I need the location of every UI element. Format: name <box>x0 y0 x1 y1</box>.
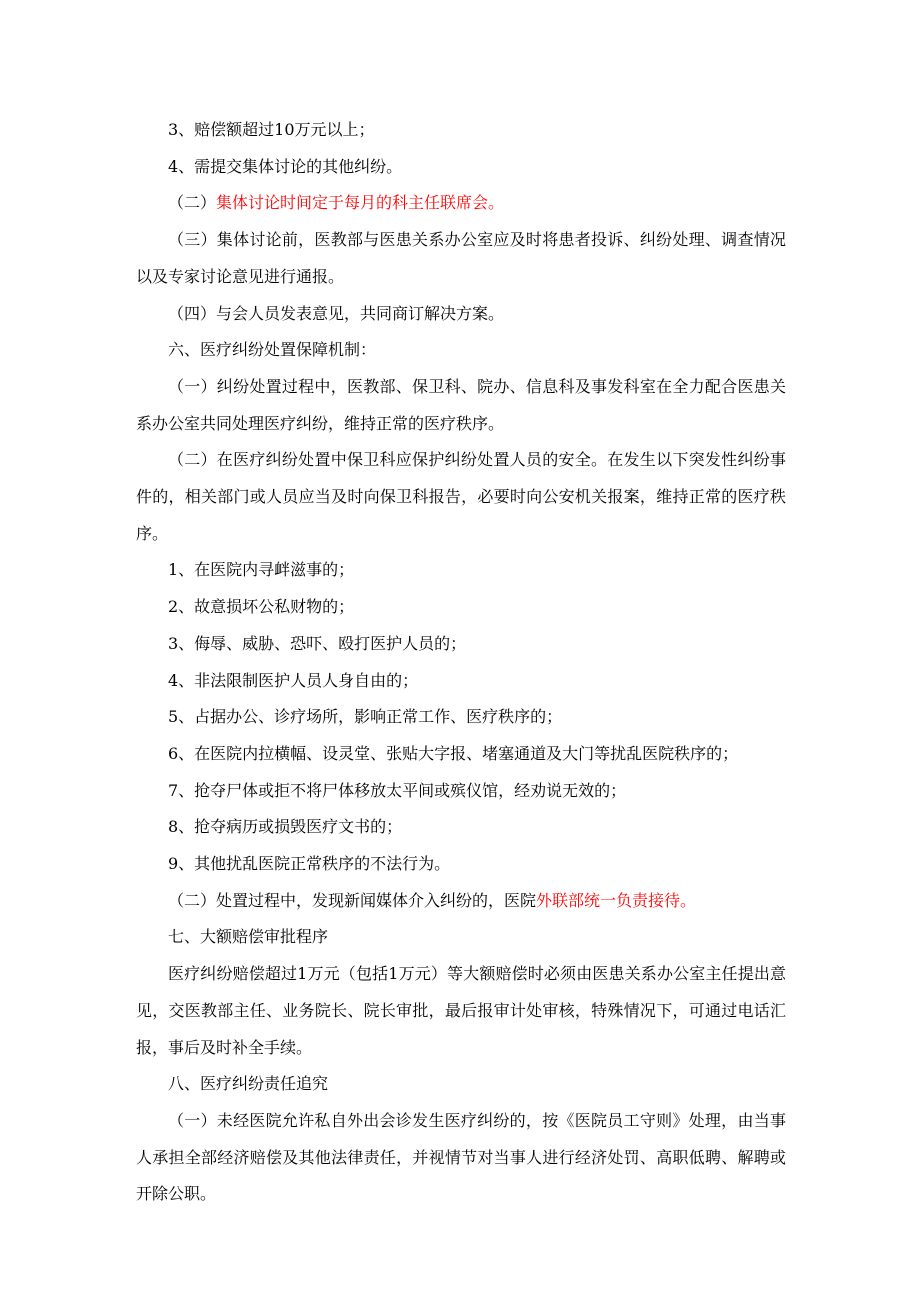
paragraph-prefix: （二）处置过程中，发现新闻媒体介入纠纷的，医院 <box>168 890 537 910</box>
paragraph-media <box>136 883 786 920</box>
highlighted-text: 集体讨论时间定于每月的科主任联席会。 <box>216 193 505 213</box>
section-heading-7: 七、大额赔偿审批程序 <box>168 927 329 947</box>
section-heading-6: 六、医疗纠纷处置保障机制： <box>168 340 377 360</box>
highlighted-text: 外联部统一负责接待。 <box>536 890 697 910</box>
list-item-6: 6、在医院内拉横幅、设灵堂、张贴大字报、堵塞通道及大门等扰乱医院秩序的； <box>168 743 739 763</box>
paragraph-cooperation: （一）纠纷处置过程中，医教部、保卫科、院办、信息科及事发科室在全力配合医患关系办公室共同处理医疗纠纷，维持正常的医疗秩序。 <box>136 376 786 433</box>
paragraph-accountability: （一）未经医院允许私自外出会诊发生医疗纠纷的，按《医院员工守则》处理，由当事人承担全部经济赔偿及其他法律责任，并视情节对当事人进行经济处罚、高职低聘、解聘或开除公职。 <box>136 1110 786 1204</box>
list-item-5: 5、占据办公、诊疗场所，影响正常工作、医疗秩序的； <box>168 707 563 727</box>
list-item-3: 3、侮辱、威胁、恐吓、殴打医护人员的； <box>168 633 467 653</box>
paragraph-item-4: 4、需提交集体讨论的其他纠纷。 <box>168 156 403 176</box>
paragraph-prefix: （二） <box>168 193 217 213</box>
paragraph-approval: 医疗纠纷赔偿超过1万元（包括1万元）等大额赔偿时必须由医患关系办公室主任提出意见，交医教部主任、业务院长、院长审批，最后报审计处审核，特殊情况下，可通过电话汇报，事后及时补全手续。 <box>136 964 786 1057</box>
paragraph-security: （二）在医疗纠纷处置中保卫科应保护纠纷处置人员的安全。在发生以下突发性纠纷事件的，相关部门或人员应当及时向保卫科报告，必要时向公安机关报案，维持正常的医疗秩序。 <box>136 450 786 543</box>
section-heading-8: 八、医疗纠纷责任追究 <box>168 1074 329 1094</box>
paragraph-item-3: 3、赔偿额超过10万元以上； <box>168 120 375 139</box>
list-item-7: 7、抢夺尸体或拒不将尸体移放太平间或殡仪馆，经劝说无效的； <box>168 780 627 800</box>
document-body <box>136 112 786 1213</box>
paragraph-attendees: （四）与会人员发表意见，共同商订解决方案。 <box>168 303 505 323</box>
list-item-4: 4、非法限制医护人员人身自由的； <box>168 670 419 690</box>
list-item-8: 8、抢夺病历或损毁医疗文书的； <box>168 817 403 837</box>
list-item-2: 2、故意损坏公私财物的； <box>168 597 355 617</box>
paragraph-pre-discussion: （三）集体讨论前，医教部与医患关系办公室应及时将患者投诉、纠纷处理、调查情况以及专家讨论意见进行通报。 <box>136 230 786 286</box>
list-item-1: 1、在医院内寻衅滋事的； <box>168 560 355 580</box>
paragraph-discussion-time <box>136 185 786 222</box>
list-item-9: 9、其他扰乱医院正常秩序的不法行为。 <box>168 854 451 874</box>
